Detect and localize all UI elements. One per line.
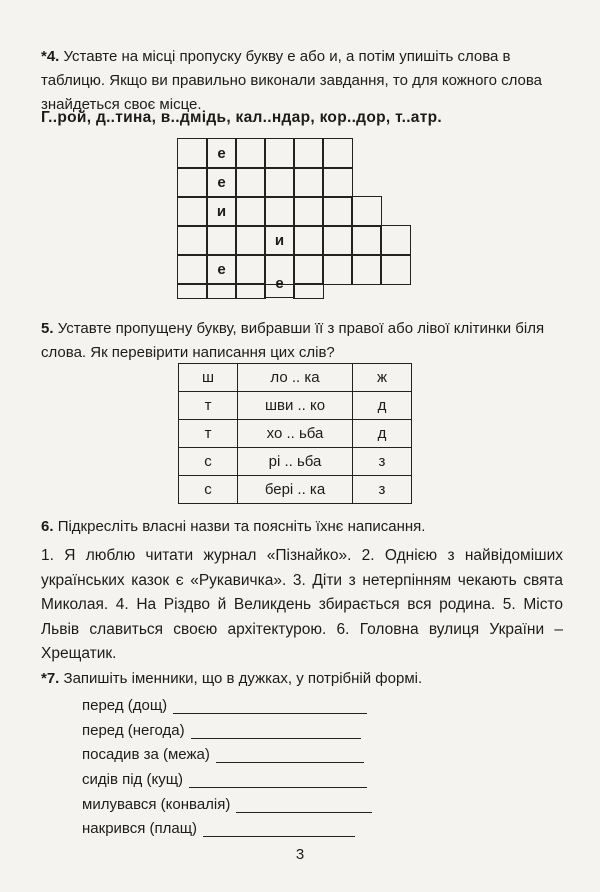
task7-phrase: посадив за (межа) — [82, 746, 210, 763]
left-letter-cell[interactable]: ш — [179, 364, 238, 392]
answer-blank[interactable] — [189, 771, 367, 788]
grid-cell[interactable] — [235, 225, 266, 256]
task7-phrase: милувався (конвалія) — [82, 796, 231, 813]
task7-item — [82, 741, 364, 763]
word-cell: рі .. ьба — [238, 448, 353, 476]
answer-blank[interactable] — [191, 722, 361, 739]
table-row — [179, 476, 412, 504]
task5-text: Уставте пропущену букву, вибравши її з правої або лівої клітинки біля слова. Як перевірити написання цих слів? — [41, 320, 545, 361]
left-letter-cell[interactable]: с — [179, 448, 238, 476]
task4-instructions — [41, 45, 561, 117]
grid-cell[interactable] — [235, 283, 266, 299]
grid-cell[interactable] — [293, 167, 324, 198]
grid-cell[interactable] — [380, 254, 411, 285]
answer-blank[interactable] — [236, 796, 372, 813]
grid-cell[interactable] — [235, 254, 266, 285]
task5-number: 5. — [41, 320, 54, 337]
word-cell: ло .. ка — [238, 364, 353, 392]
task6-text: Підкресліть власні назви та поясніть їхнє написання. — [57, 518, 426, 535]
table-row — [179, 364, 412, 392]
task7-instructions — [41, 667, 561, 691]
right-letter-cell[interactable]: д — [353, 420, 412, 448]
grid-cell[interactable] — [235, 167, 266, 198]
page-number: 3 — [295, 846, 305, 863]
task7-item — [82, 791, 372, 813]
grid-cell[interactable] — [351, 225, 382, 256]
grid-cell[interactable] — [235, 138, 266, 169]
task5-instructions — [41, 317, 561, 365]
grid-cell[interactable] — [177, 138, 208, 169]
task6-instructions — [41, 515, 561, 539]
task4-word-list: Г..рой, д..тина, в..дмідь, кал..ндар, кор..дор, т..атр. — [41, 109, 442, 126]
grid-cell[interactable] — [322, 138, 353, 169]
grid-cell[interactable] — [177, 283, 208, 299]
answer-blank[interactable] — [216, 746, 364, 763]
word-cell: бері .. ка — [238, 476, 353, 504]
letter-choice-table — [178, 363, 412, 504]
task4-number: *4. — [41, 48, 60, 65]
table-row — [179, 420, 412, 448]
task7-item — [82, 717, 361, 739]
left-letter-cell[interactable]: с — [179, 476, 238, 504]
task7-phrase: сидів під (кущ) — [82, 771, 184, 788]
left-letter-cell[interactable]: т — [179, 420, 238, 448]
task7-item — [82, 692, 367, 714]
task7-item — [82, 815, 355, 837]
grid-cell[interactable] — [206, 283, 237, 299]
word-cell: шви .. ко — [238, 392, 353, 420]
grid-cell[interactable] — [206, 225, 237, 256]
answer-blank[interactable] — [203, 820, 355, 837]
grid-cell[interactable] — [322, 225, 353, 256]
word-cell: хо .. ьба — [238, 420, 353, 448]
grid-cell[interactable] — [264, 138, 295, 169]
grid-cell[interactable] — [177, 225, 208, 256]
task6-number: 6. — [41, 518, 54, 535]
task6-paragraph[interactable]: 1. Я люблю читати журнал «Пізнайко». 2. Однією з найвідоміших українських казок є «Рукавичка». 3. Діти з нетерпінням чекають свята Миколая. 4. На Різдво й Великдень збирається вся родина. 5. Місто Львів славиться своєю архітектурою. 6. Головна вулиця України – Хрещатик. — [41, 547, 563, 662]
answer-blank[interactable] — [173, 697, 367, 714]
grid-cell[interactable] — [351, 254, 382, 285]
grid-cell[interactable] — [293, 283, 324, 299]
right-letter-cell[interactable]: д — [353, 392, 412, 420]
grid-cell[interactable] — [177, 167, 208, 198]
table-row — [179, 448, 412, 476]
task7-phrase: перед (негода) — [82, 722, 185, 739]
grid-cell[interactable] — [380, 225, 411, 256]
grid-cell[interactable]: е — [206, 138, 237, 169]
grid-cell[interactable] — [293, 138, 324, 169]
grid-cell[interactable]: и — [264, 225, 295, 256]
grid-cell[interactable]: е — [264, 269, 295, 298]
left-letter-cell[interactable]: т — [179, 392, 238, 420]
grid-cell[interactable]: и — [206, 196, 237, 227]
grid-cell[interactable] — [264, 196, 295, 227]
grid-cell[interactable] — [235, 196, 266, 227]
grid-cell[interactable]: е — [206, 254, 237, 285]
grid-cell[interactable] — [351, 196, 382, 227]
crossword-grid — [178, 139, 408, 295]
grid-cell[interactable] — [177, 254, 208, 285]
right-letter-cell[interactable]: з — [353, 448, 412, 476]
task7-phrase: накрився (плащ) — [82, 820, 198, 837]
grid-cell[interactable] — [293, 225, 324, 256]
right-letter-cell[interactable]: ж — [353, 364, 412, 392]
task4-text: Уставте на місці пропуску букву е або и, а потім упишіть слова в таблицю. Якщо ви правильно виконали завдання, то для кожного слова знайдеться своє місце. — [41, 48, 542, 113]
grid-cell[interactable] — [322, 254, 353, 285]
grid-cell[interactable] — [177, 196, 208, 227]
task7-number: *7. — [41, 670, 60, 687]
task7-text: Запишіть іменники, що в дужках, у потрібній формі. — [63, 670, 423, 687]
grid-cell[interactable] — [322, 196, 353, 227]
task7-item — [82, 766, 367, 788]
right-letter-cell[interactable]: з — [353, 476, 412, 504]
grid-cell[interactable]: е — [206, 167, 237, 198]
grid-cell[interactable] — [322, 167, 353, 198]
grid-cell[interactable] — [264, 167, 295, 198]
grid-cell[interactable] — [293, 196, 324, 227]
task7-phrase: перед (дощ) — [82, 697, 168, 714]
grid-cell[interactable] — [293, 254, 324, 285]
table-row — [179, 392, 412, 420]
